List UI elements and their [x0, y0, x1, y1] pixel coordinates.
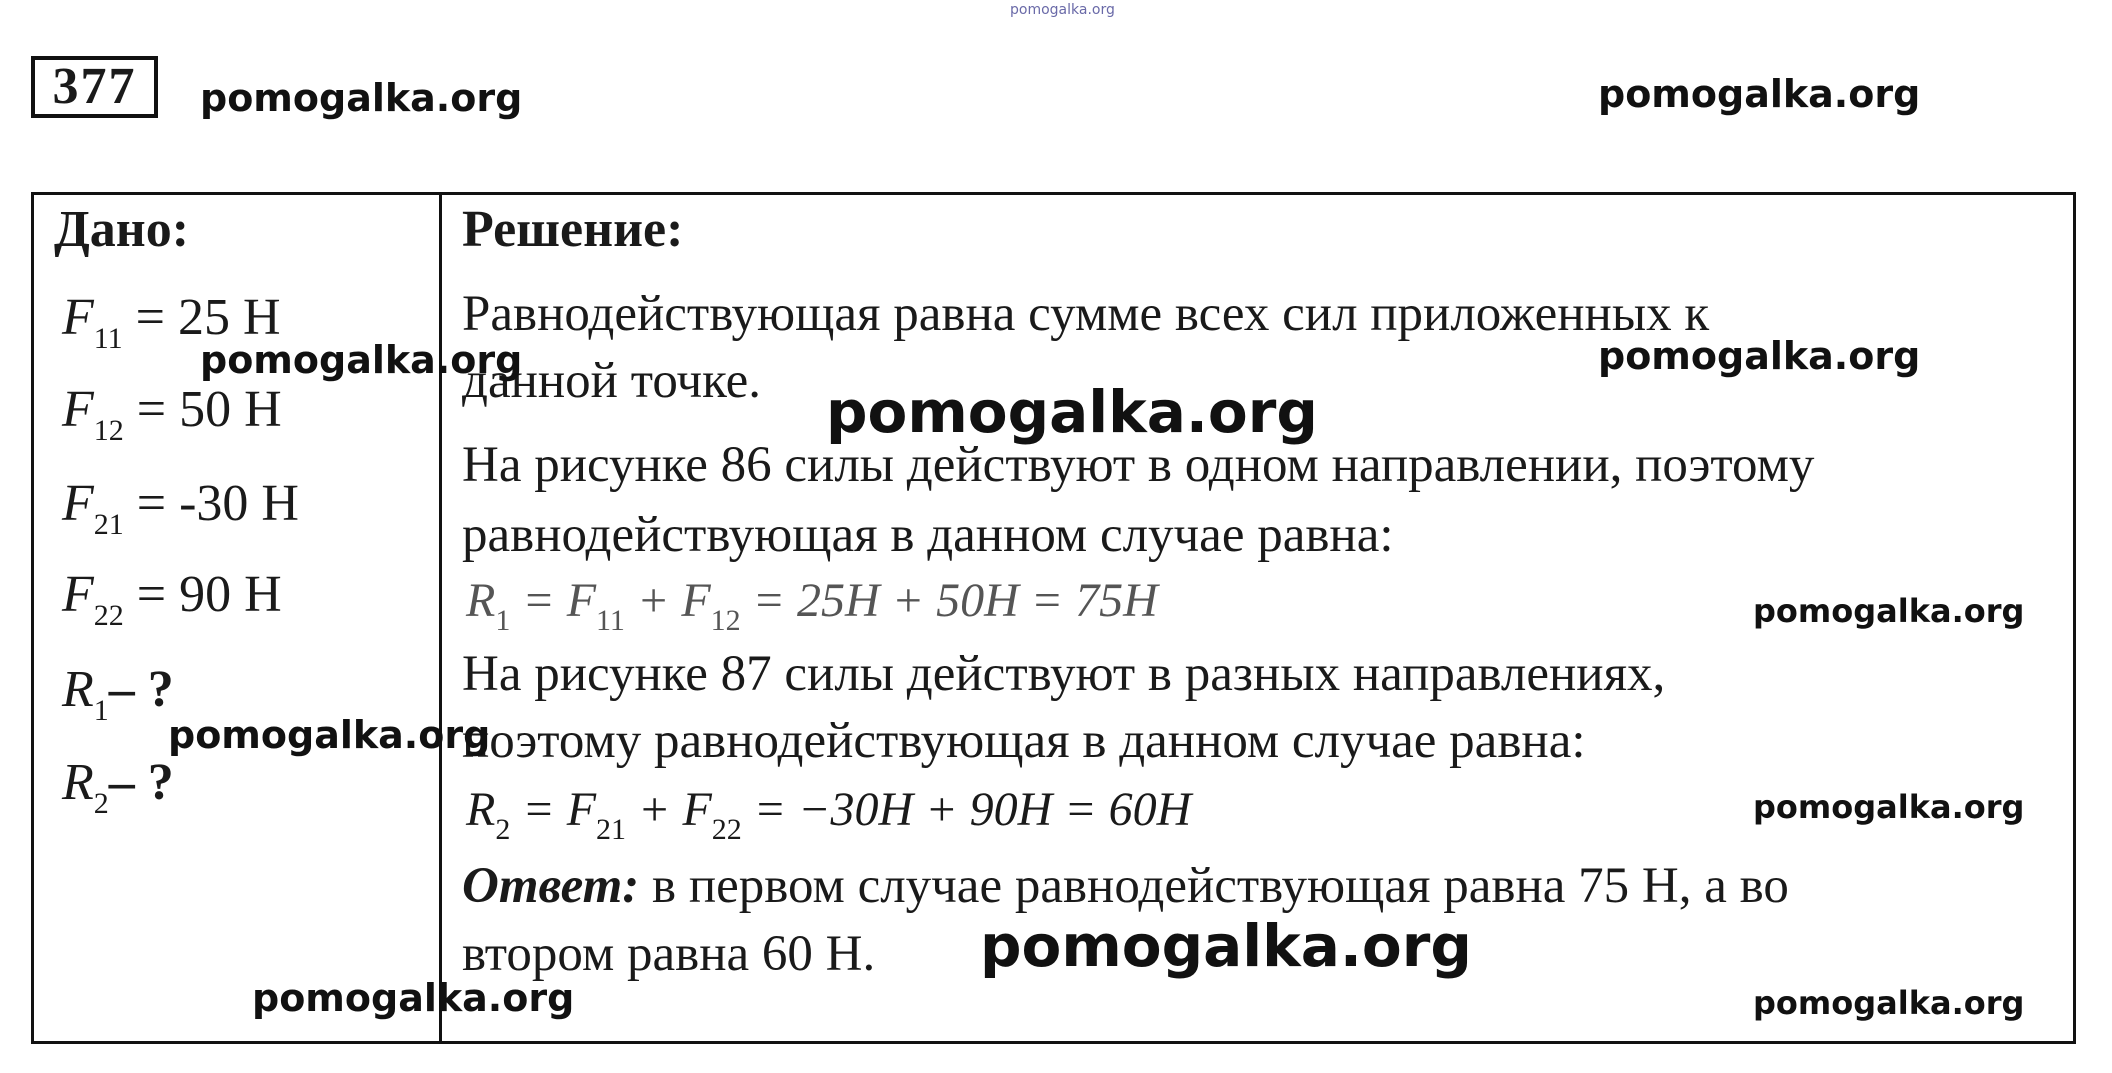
- given-item: $R_1-$ ?: [62, 661, 174, 727]
- watermark: pomogalka.org: [1753, 592, 2025, 630]
- solution-text: На рисунке 87 силы действуют в разных направлениях,: [462, 646, 1666, 702]
- equation-r2: $R_2 = F_{21} + F_{22} = -30H + 90H = 60H$: [466, 783, 1192, 846]
- solution-text: равнодействующая в данном случае равна:: [462, 507, 1394, 563]
- given-item: $F_{21} = -30$ Н: [62, 475, 299, 541]
- watermark: pomogalka.org: [1598, 334, 1921, 378]
- given-item: $F_{11} = 25$ Н: [62, 289, 281, 355]
- answer-text: Ответ: в первом случае равнодействующая равна 75 Н, а во: [462, 858, 1789, 914]
- given-item: $R_2-$ ?: [62, 754, 174, 820]
- column-divider: [439, 192, 442, 1044]
- solution-text: На рисунке 86 силы действуют в одном направлении, поэтому: [462, 437, 1815, 493]
- watermark: pomogalka.org: [1753, 984, 2025, 1022]
- given-heading: Дано:: [54, 201, 190, 258]
- equation-r1: $R_1 = F_{11} + F_{12} = 25H + 50H = 75H$: [466, 574, 1158, 637]
- watermark-large: pomogalka.org: [826, 378, 1318, 446]
- solution-text: поэтому равнодействующая в данном случае равна:: [462, 713, 1586, 769]
- watermark: pomogalka.org: [1753, 788, 2025, 826]
- watermark: pomogalka.org: [200, 76, 523, 120]
- watermark: pomogalka.org: [168, 713, 491, 757]
- watermark-top: pomogalka.org: [1010, 2, 1115, 18]
- solution-heading: Решение:: [462, 201, 684, 258]
- problem-number: 377: [31, 56, 158, 118]
- watermark-large: pomogalka.org: [980, 912, 1472, 980]
- answer-text: втором равна 60 Н.: [462, 926, 876, 982]
- given-item: $F_{22} = 90$ Н: [62, 566, 282, 632]
- watermark: pomogalka.org: [1598, 72, 1921, 116]
- solution-text: данной точке.: [462, 353, 762, 409]
- solution-text: Равнодействующая равна сумме всех сил приложенных к: [462, 286, 1710, 342]
- watermark: pomogalka.org: [200, 338, 523, 382]
- watermark: pomogalka.org: [252, 976, 575, 1020]
- given-item: $F_{12} = 50$ Н: [62, 381, 282, 447]
